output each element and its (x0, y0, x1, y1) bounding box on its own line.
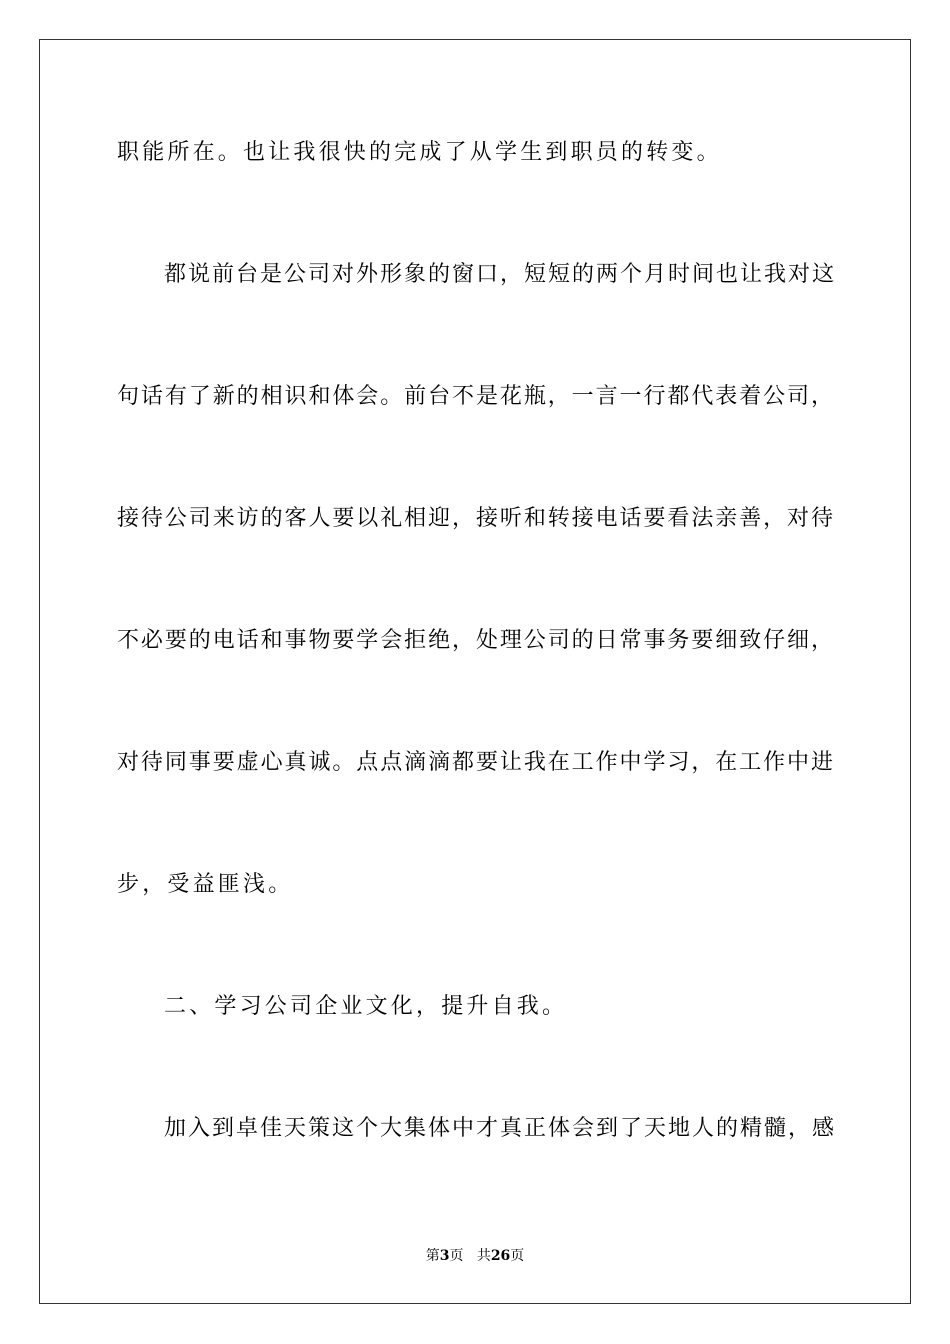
footer-total-suffix: 页 (510, 1248, 525, 1264)
section-heading: 二、学习公司企业文化，提升自我。 (164, 994, 568, 1019)
text-line-4: 接待公司来访的客人要以礼相迎，接听和转接电话要看法亲善，对待 (117, 506, 833, 531)
footer-page-suffix: 页 (449, 1248, 464, 1264)
text-line-2: 都说前台是公司对外形象的窗口，短短的两个月时间也让我对这 (164, 262, 834, 287)
text-line-6: 对待同事要虚心真诚。点点滴滴都要让我在工作中学习，在工作中进 (117, 750, 833, 775)
text-line-5: 不必要的电话和事物要学会拒绝，处理公司的日常事务要细致仔细， (117, 628, 833, 653)
footer-page-prefix: 第 (425, 1248, 440, 1264)
page-footer (0, 1246, 950, 1266)
text-line-7: 步，受益匪浅。 (117, 872, 294, 897)
footer-page-number: 3 (439, 1248, 450, 1264)
text-line-1: 职能所在。也让我很快的完成了从学生到职员的转变。 (117, 140, 722, 165)
text-line-3: 句话有了新的相识和体会。前台不是花瓶，一言一行都代表着公司， (117, 384, 833, 409)
footer-total-pages: 26 (490, 1248, 511, 1264)
footer-total-prefix: 共 (476, 1248, 491, 1264)
text-line-9: 加入到卓佳天策这个大集体中才真正体会到了天地人的精髓，感 (164, 1116, 834, 1141)
